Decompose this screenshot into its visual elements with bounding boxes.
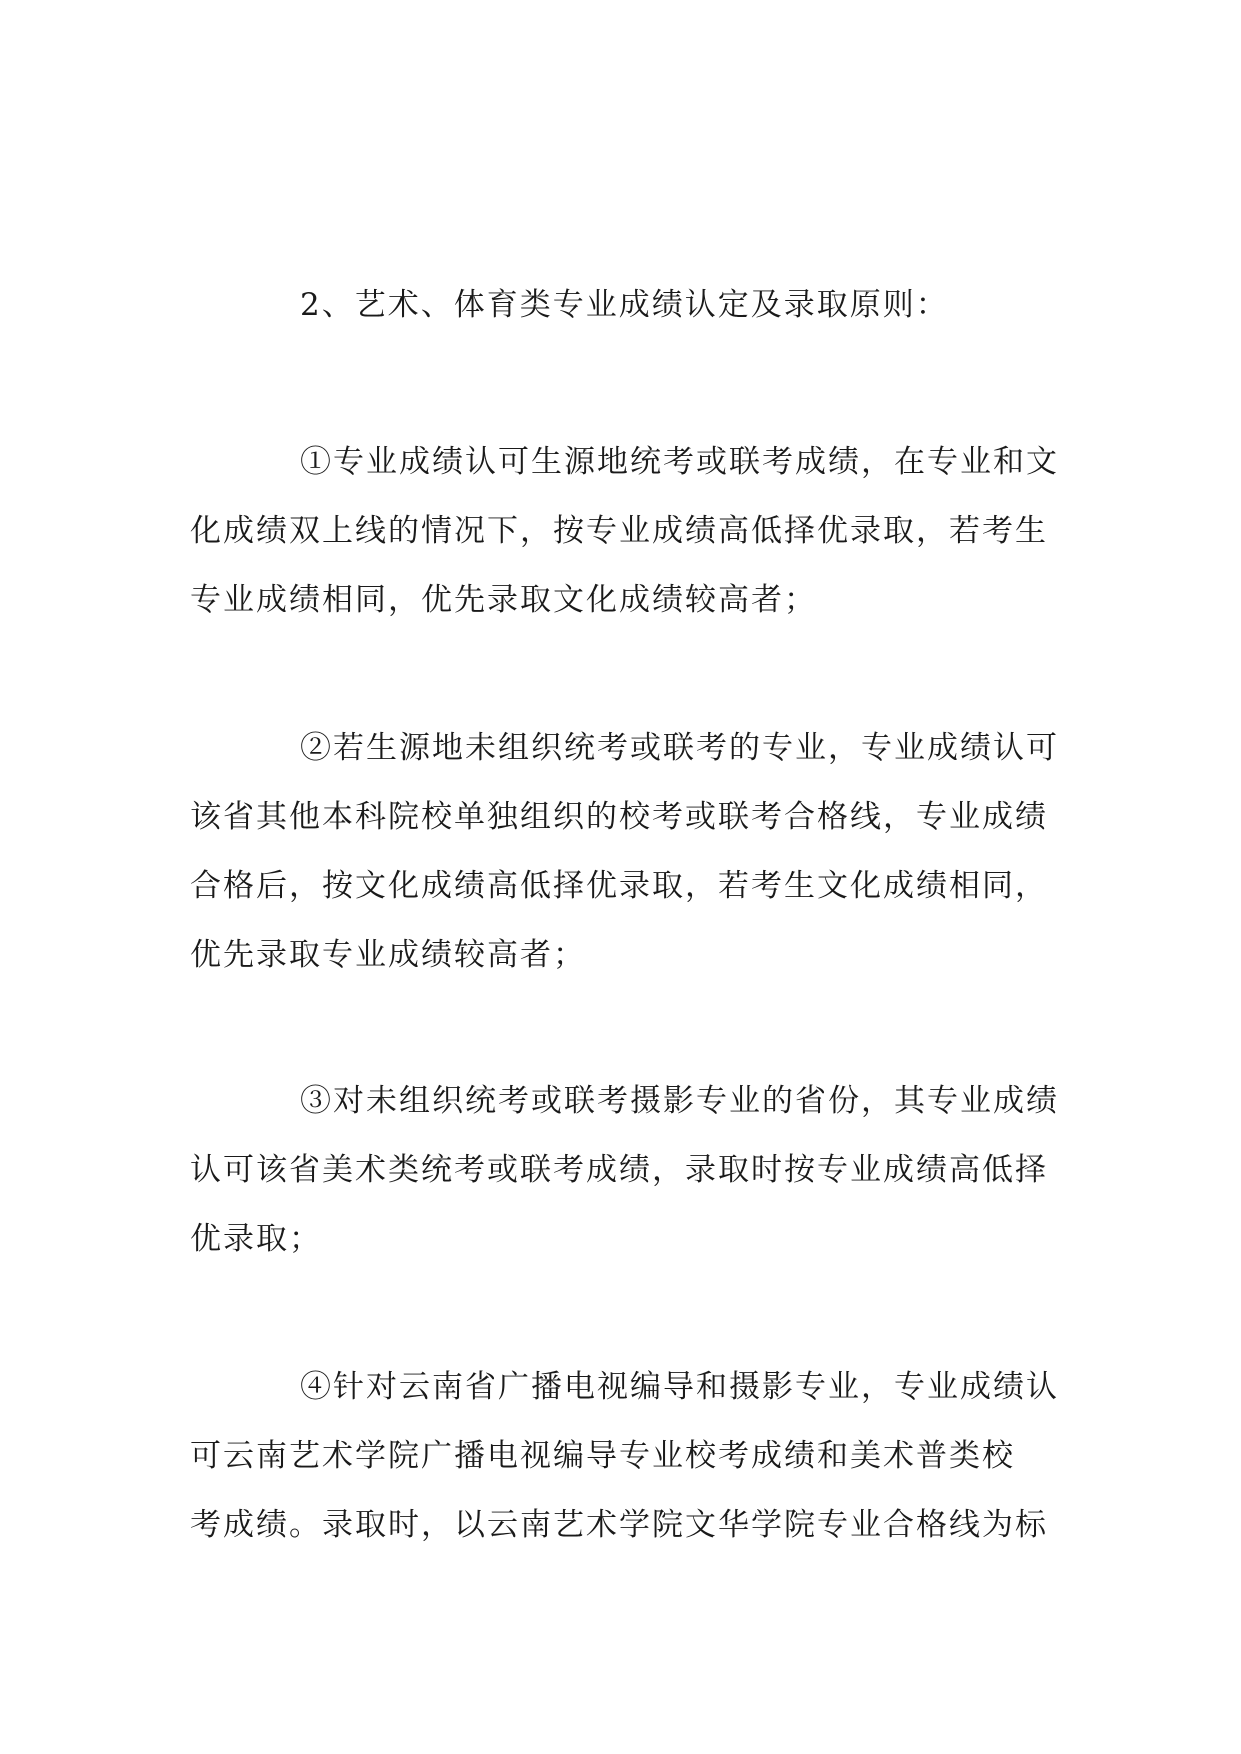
paragraph-line: 可云南艺术学院广播电视编导专业校考成绩和美术普类校: [190, 1438, 1015, 1474]
paragraph-line: ①专业成绩认可生源地统考或联考成绩，在专业和文: [300, 444, 1059, 480]
paragraph-line: 化成绩双上线的情况下，按专业成绩高低择优录取，若考生: [190, 513, 1048, 549]
paragraph-line: 该省其他本科院校单独组织的校考或联考合格线，专业成绩: [190, 799, 1048, 835]
paragraph-line: 认可该省美术类统考或联考成绩，录取时按专业成绩高低择: [190, 1152, 1048, 1188]
paragraph-line: ④针对云南省广播电视编导和摄影专业，专业成绩认: [300, 1369, 1059, 1405]
paragraph-line: 考成绩。录取时，以云南艺术学院文华学院专业合格线为标: [190, 1507, 1048, 1543]
paragraph-line: 专业成绩相同，优先录取文化成绩较高者；: [190, 582, 817, 618]
paragraph-line: ②若生源地未组织统考或联考的专业，专业成绩认可: [300, 730, 1059, 766]
paragraph-line: 优录取；: [190, 1221, 322, 1257]
paragraph-line: 合格后，按文化成绩高低择优录取，若考生文化成绩相同，: [190, 868, 1048, 904]
paragraph-2: [190, 714, 1090, 990]
document-body: [190, 280, 1060, 1543]
paragraph-1: [190, 428, 1060, 635]
paragraph-line: ③对未组织统考或联考摄影专业的省份，其专业成绩: [300, 1083, 1059, 1119]
paragraph-3: [190, 1067, 1060, 1274]
paragraph-4: [190, 1353, 1060, 1560]
section-heading: 2、艺术、体育类专业成绩认定及录取原则：: [300, 287, 949, 323]
paragraph-line: 优先录取专业成绩较高者；: [190, 937, 586, 973]
